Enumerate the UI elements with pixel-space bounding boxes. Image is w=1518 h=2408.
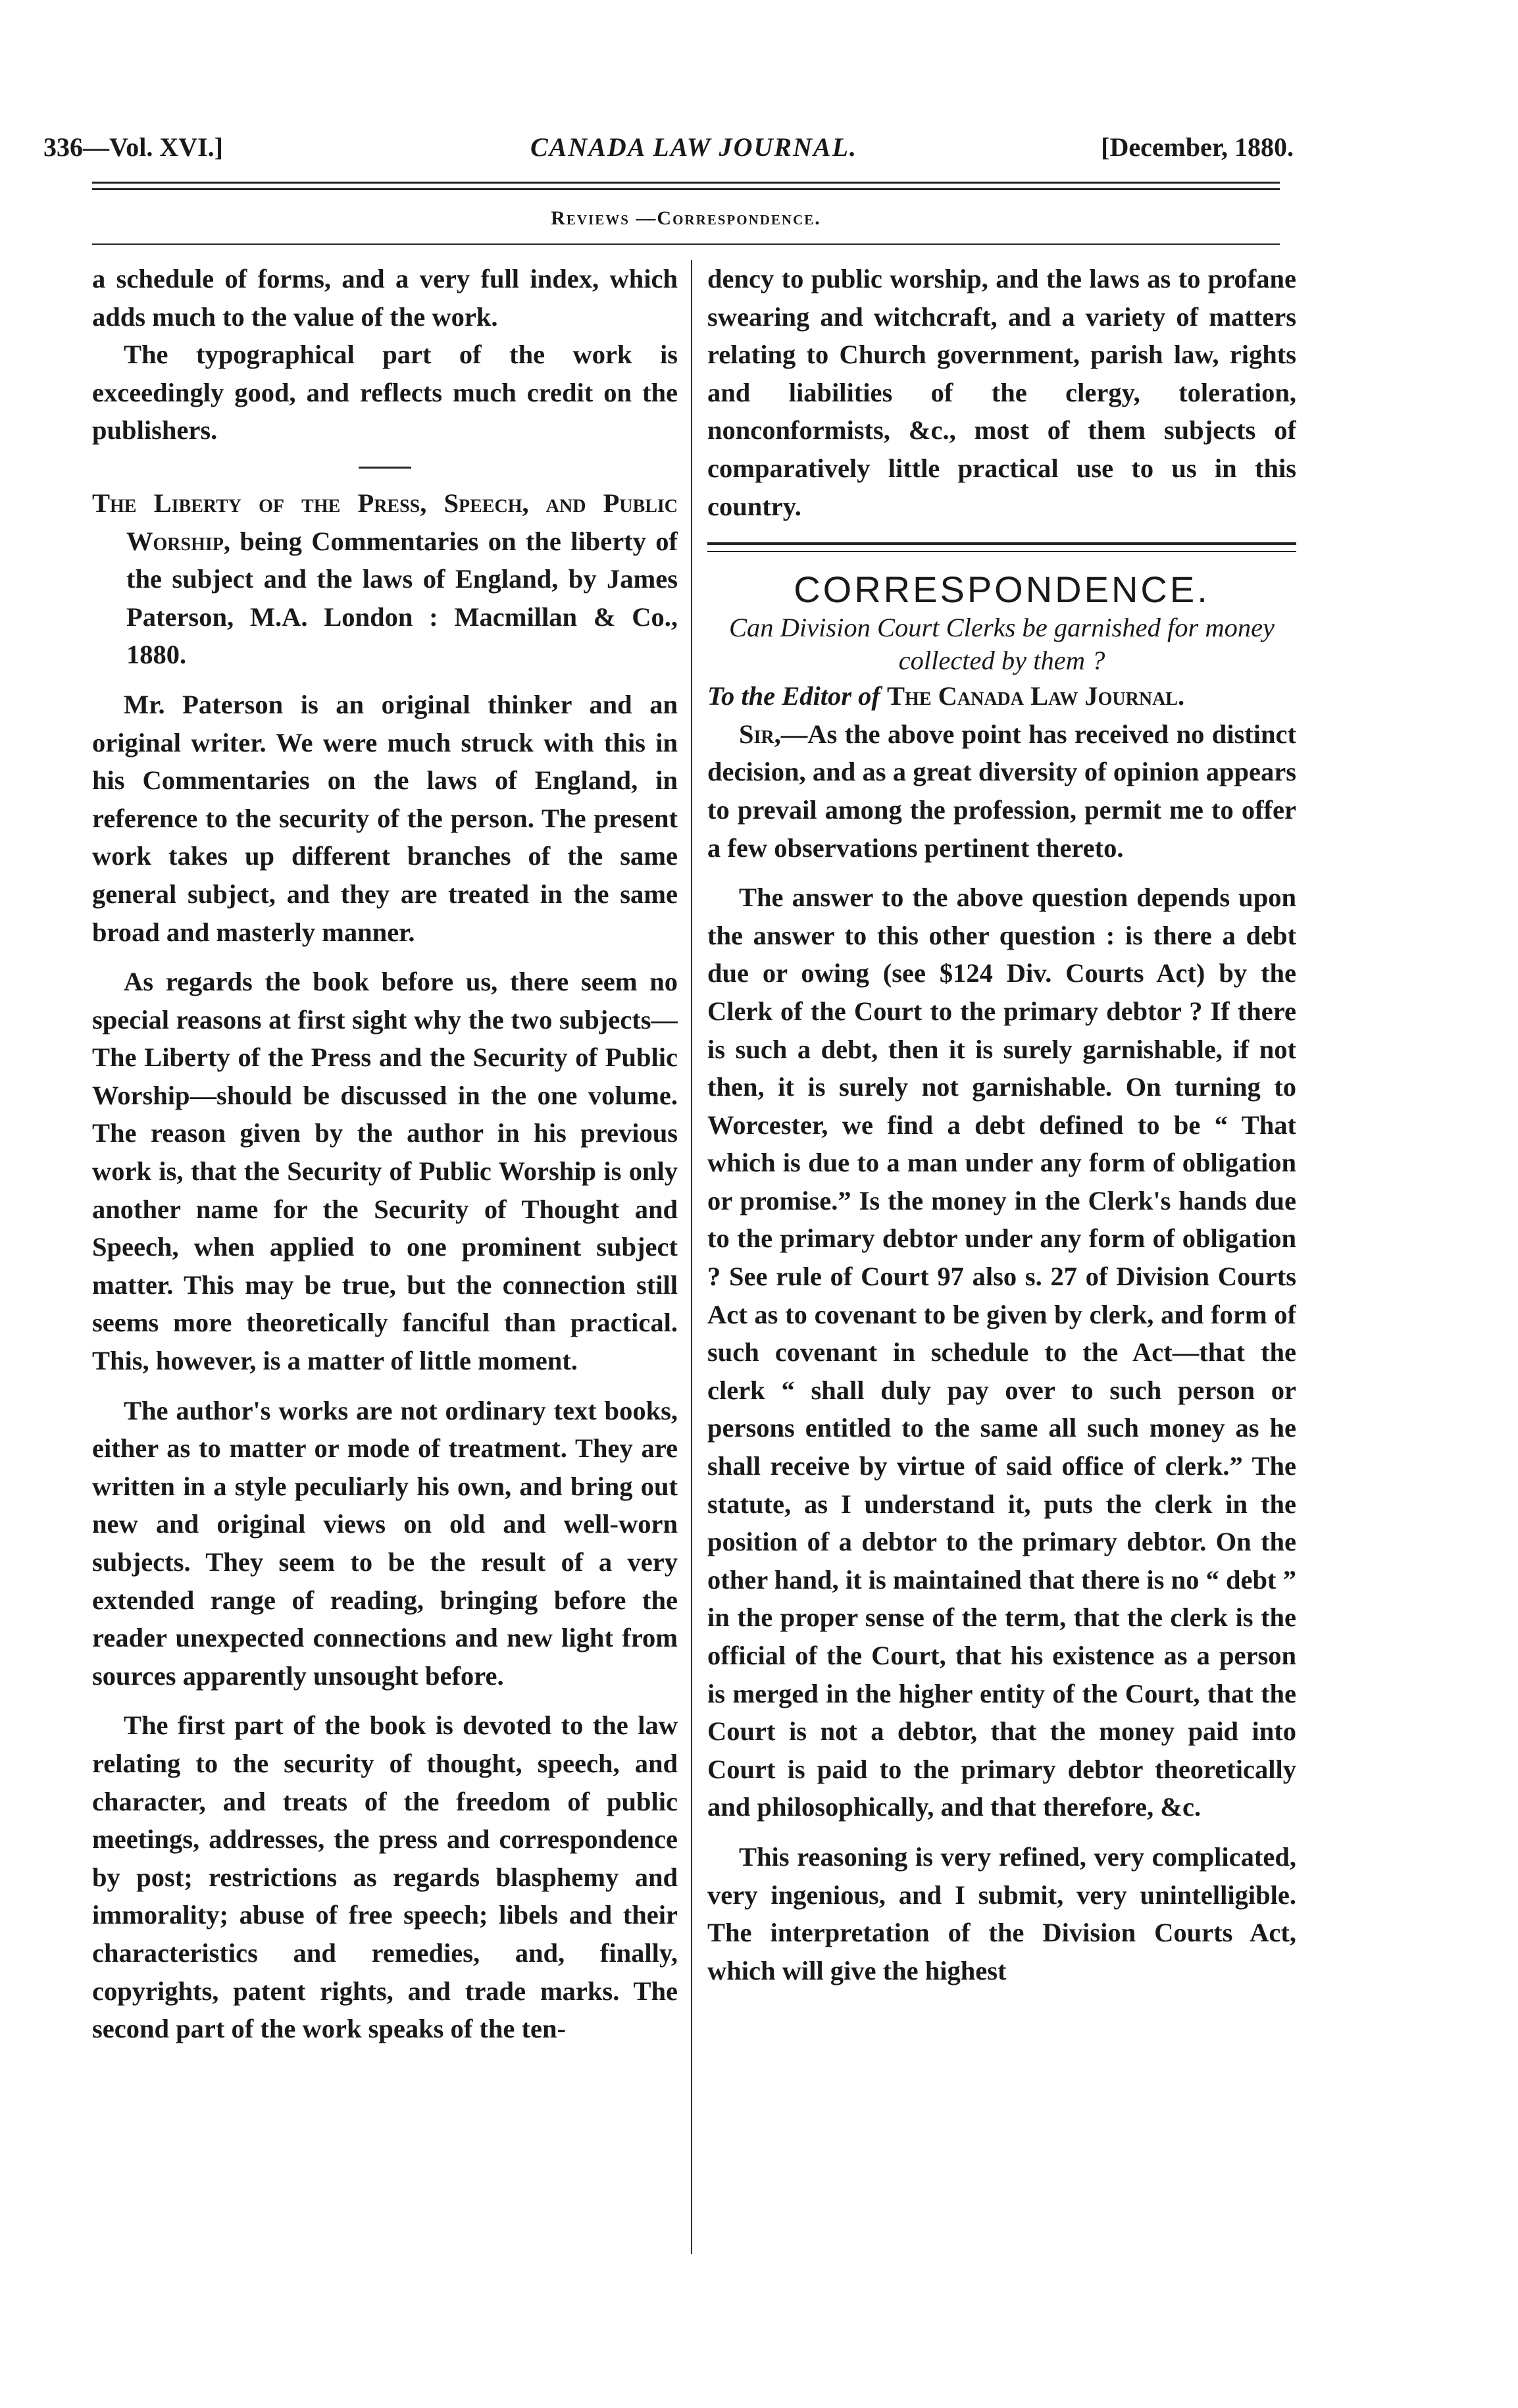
book-title-caps: The Liberty of the Press, Speech, and Public Worship,	[92, 488, 678, 556]
letter-address-journal: The Canada Law Journal.	[887, 681, 1185, 711]
running-head	[43, 132, 1294, 171]
letter-address-prefix: To the Editor of	[707, 681, 888, 711]
review-continuation: dency to public worship, and the laws as to profane swearing and witchcraft, and a variety of matters relating to Church government, parish law, rights and liabilities of the clergy, toleration, nonconformists, &c., most of them subjects of comparatively little practical use to us in this country.	[707, 264, 1296, 521]
section-heading: Reviews —Correspondence.	[551, 207, 821, 229]
letter-question: Can Division Court Clerks be garnished for money collected by them ?	[728, 613, 1275, 676]
letter-paragraph-2: The answer to the above question depends upon the answer to this other question : is there a debt due or owing (see $124 Div. Courts Act) by the Clerk of the Court to the primary debtor ? If there is such a debt, then it is surely garnishable, if not then, it is surely not garnishable. On turning to Worcester, we find a debt defined to be “ That which is due to a man under any form of obligation or promise.” Is the money in the Clerk's hands due to the primary debtor under any form of obligation ? See rule of Court 97 also s. 27 of Division Courts Act as to covenant to be given by clerk, and form of such covenant in schedule to the Act—that the clerk “ shall duly pay over to such person or persons entitled to the same all such money as he shall receive by virtue of said office of clerk.” The statute, as I understand it, puts the clerk in the position of a debtor to the primary debtor. On the other hand, it is maintained that there is no “ debt ” in the proper sense of the term, that the clerk is the official of the Court, that his existence as a person is merged in the higher entity of the Court, that the Court is not a debtor, that the money paid into Court is paid to the primary debtor theoretically and philosophically, and that therefore, &c.	[707, 883, 1296, 1822]
section-rule	[92, 243, 1280, 245]
letter-paragraph-1-text: —As the above point has received no distinct decision, and as a great diversity of opinion appears to prevail among the profession, permit me to offer a few observations pertinent thereto.	[707, 719, 1296, 863]
review-paragraph-3: Mr. Paterson is an original thinker and an original writer. We were much struck with this in his Commentaries on the laws of England, in reference to the security of the person. The present work takes up different branches of the same general subject, and they are treated in the same broad and masterly manner.	[92, 689, 678, 947]
page-number-volume: 336—Vol. XVI.]	[43, 132, 223, 162]
review-paragraph-6: The first part of the book is devoted to the law relating to the security of thought, speech, and character, and treats of the freedom of public meetings, addresses, the press and correspondence by post; restrictions as regards blasphemy and immorality; abuse of free speech; libels and their characteristics and remedies, and, finally, copyrights, patent rights, and trade marks. The second part of the work speaks of the ten-	[92, 1710, 678, 2044]
book-title-details: being Commentaries on the liberty of the subject and the laws of England, by James Paterson, M.A. London : Macmillan & Co., 1880.	[126, 526, 678, 670]
left-column	[92, 260, 678, 2300]
journal-title: CANADA LAW JOURNAL.	[530, 132, 858, 162]
column-divider	[691, 260, 692, 2254]
review-paragraph-1: a schedule of forms, and a very full index, which adds much to the value of the work.	[92, 264, 678, 332]
header-rule-top	[92, 182, 1280, 184]
correspondence-heading: CORRESPONDENCE.	[794, 569, 1210, 611]
letter-salutation: Sir,	[739, 719, 781, 749]
review-paragraph-4: As regards the book before us, there seem no special reasons at first sight why the two subjects—The Liberty of the Press and the Security of Public Worship—should be discussed in the one volume. The reason given by the author in his previous work is, that the Security of Public Worship is only another name for the Security of Thought and Speech, when applied to one prominent subject matter. This may be true, but the connection still seems more theoretically fanciful than practical. This, however, is a matter of little moment.	[92, 967, 678, 1376]
review-separator	[359, 467, 411, 469]
issue-date: [December, 1880.	[1101, 132, 1294, 162]
book-title	[92, 484, 678, 674]
letter-paragraph-1	[707, 715, 1296, 867]
review-paragraph-2: The typographical part of the work is exceedingly good, and reflects much credit on the publishers.	[92, 340, 678, 446]
correspondence-rule	[707, 542, 1296, 552]
review-paragraph-5: The author's works are not ordinary text books, either as to matter or mode of treatment. They are written in a style peculiarly his own, and bring out new and original views on old and well-worn subjects. They seem to be the result of a very extended range of reading, bringing before the reader unexpected connections and new light from sources apparently unsought before.	[92, 1395, 678, 1691]
letter-paragraph-3: This reasoning is very refined, very complicated, very ingenious, and I submit, very unintelligible. The interpretation of the Division Courts Act, which will give the highest	[707, 1841, 1296, 1985]
right-column	[707, 260, 1296, 2300]
header-rule-bottom	[92, 188, 1280, 190]
letter-address	[707, 677, 1296, 715]
